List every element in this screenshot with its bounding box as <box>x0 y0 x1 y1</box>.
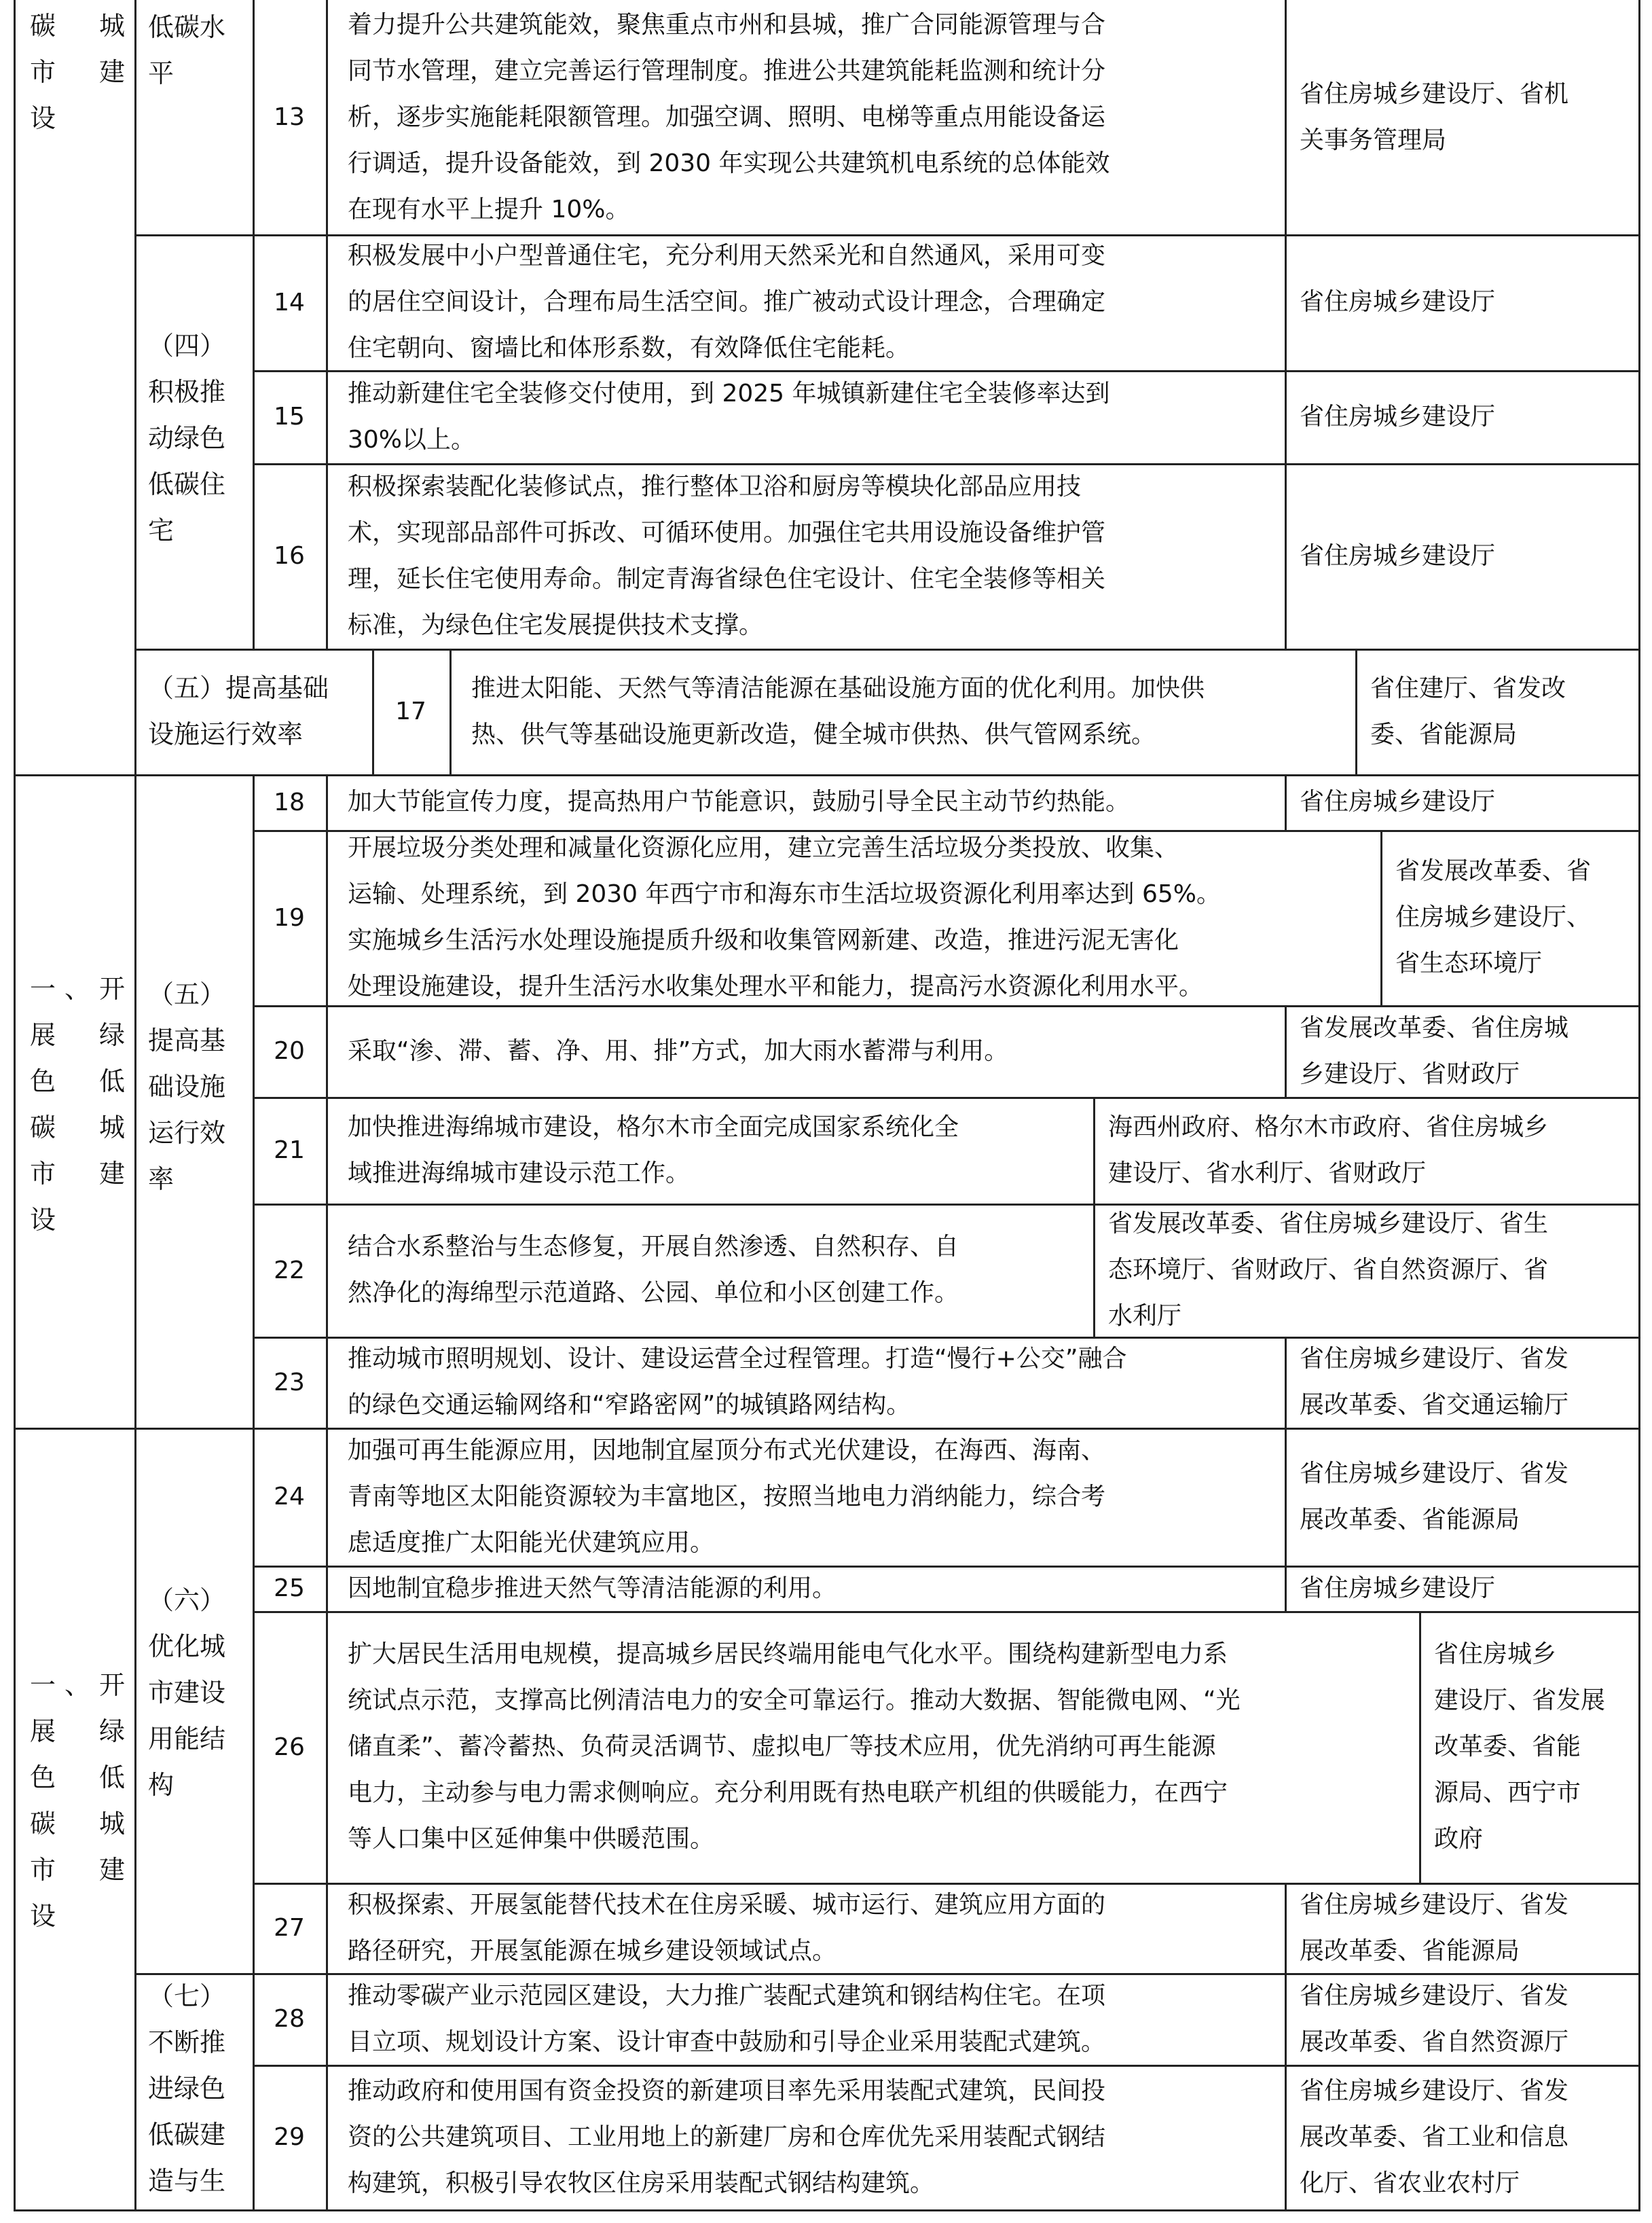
task-description <box>326 1005 1285 1097</box>
task-description <box>326 1428 1285 1566</box>
department-text <box>1285 279 1638 325</box>
department-text <box>1285 533 1638 579</box>
row-number: 28 <box>274 2005 305 2033</box>
subcategory-line: 构 <box>148 1770 175 1800</box>
task-description <box>449 649 1355 774</box>
subcategory-line: 低碳水 <box>148 12 226 42</box>
category-line: 展绿 <box>30 1716 125 1746</box>
department-line: 省住房城乡建设厅 <box>1300 788 1496 816</box>
department-text <box>1285 1973 1638 2065</box>
task-text-line: 术，实现部品部件可拆改、可循环使用。加强住宅共用设施设备维护管 <box>348 518 1106 547</box>
row-number: 24 <box>274 1483 305 1511</box>
department-text <box>1285 1451 1638 1543</box>
task-text-line: 热、供气等基础设施更新改造，健全城市供热、供气管网系统。 <box>471 720 1156 748</box>
task-text-line: 统试点示范，支撑高比例清洁电力的安全可靠运行。推动大数据、智能微电网、“光 <box>348 1686 1241 1714</box>
task-text <box>326 1566 1285 1612</box>
responsible-department <box>1285 234 1638 370</box>
subcategory-line: （六） <box>148 1585 226 1615</box>
responsible-department <box>1419 1611 1638 1883</box>
department-line: 省住房城乡建设厅、省机 <box>1300 79 1569 108</box>
category-low-carbon-city <box>14 0 134 774</box>
table-rule-vertical <box>326 774 328 2209</box>
department-line: 省住房城乡建设厅、省发 <box>1300 1345 1569 1373</box>
task-description <box>326 0 1285 234</box>
department-line: 省住房城乡建设厅、省发 <box>1300 2076 1569 2105</box>
row-number: 21 <box>274 1136 305 1164</box>
table-rule-vertical <box>1285 463 1287 649</box>
department-text <box>1285 1882 1638 1974</box>
department-text <box>1285 779 1638 825</box>
responsible-department <box>1285 1005 1638 1097</box>
task-text-line: 实施城乡生活污水处理设施提质升级和收集管网新建、改造，推进污泥无害化 <box>348 926 1179 954</box>
row-number: 13 <box>274 103 305 131</box>
task-text-line: 推动零碳产业示范园区建设，大力推广装配式建筑和钢结构住宅。在项 <box>348 1981 1106 2010</box>
task-text-line: 的居住空间设计，合理布局生活空间。推广被动式设计理念，合理确定 <box>348 288 1106 316</box>
task-text-line: 储直柔”、蓄冷蓄热、负荷灵活调节、虚拟电厂等技术应用，优先消纳可再生能源 <box>348 1733 1216 1760</box>
table-rule-vertical <box>1285 1428 1287 1566</box>
department-line: 省住房城乡建设厅 <box>1300 1574 1496 1602</box>
task-text <box>326 1631 1419 1862</box>
department-line: 水利厅 <box>1108 1302 1182 1330</box>
task-text-line: 处理设施建设，提升生活污水收集处理水平和能力，提高污水资源化利用水平。 <box>348 973 1204 1000</box>
responsible-department <box>1285 2065 1638 2209</box>
responsible-department <box>1093 1204 1638 1337</box>
task-text-line: 等人口集中区延伸集中供暖范围。 <box>348 1825 715 1853</box>
table-rule-horizontal <box>253 1097 1638 1099</box>
table-rule-vertical <box>1285 0 1287 234</box>
category-green-low-carbon-city <box>14 1428 134 2209</box>
subcategory-line: 平 <box>148 58 175 88</box>
category-green-low-carbon-city <box>14 774 134 1428</box>
table-rule-vertical <box>1285 1973 1287 2065</box>
table-rule-horizontal <box>14 774 1638 776</box>
department-text <box>1355 666 1638 758</box>
row-number: 19 <box>274 903 305 932</box>
task-description <box>326 2065 1285 2209</box>
department-line: 建设厅、省发展 <box>1434 1686 1606 1714</box>
table-rule-vertical <box>1380 830 1382 1005</box>
department-line: 展改革委、省自然资源厅 <box>1300 2027 1569 2056</box>
task-text <box>449 666 1355 758</box>
subcategory-line: 低碳建 <box>148 2120 226 2150</box>
task-description <box>326 774 1285 830</box>
department-line: 展改革委、省交通运输厅 <box>1300 1391 1569 1419</box>
department-text <box>1285 2068 1638 2207</box>
task-description <box>326 370 1285 463</box>
task-text-line: 着力提升公共建筑能效，聚焦重点市州和县城，推广合同能源管理与合 <box>348 10 1106 39</box>
department-line: 省生态环境厅 <box>1395 950 1543 977</box>
task-text-line: 推动政府和使用国有资金投资的新建项目率先采用装配式建筑，民间投 <box>348 2076 1106 2105</box>
task-text <box>326 2068 1285 2207</box>
category-line: 设 <box>30 1205 56 1235</box>
subcategory-line: （七） <box>148 1981 226 2011</box>
subcategory-energy-structure <box>134 1428 253 1973</box>
task-text-line: 青南等地区太阳能资源较为丰富地区，按照当地电力消纳能力，综合考 <box>348 1482 1106 1511</box>
task-text-line: 推动新建住宅全装修交付使用，到 2025 年城镇新建住宅全装修率达到 <box>348 379 1110 408</box>
department-text <box>1285 1336 1638 1428</box>
table-rule-vertical <box>253 774 255 2209</box>
task-description <box>326 1204 1093 1337</box>
department-text <box>1093 1201 1638 1339</box>
task-text <box>326 1104 1093 1197</box>
category-line: 碳城 <box>30 11 125 41</box>
task-text-line: 结合水系整治与生态修复，开展自然渗透、自然积存、自 <box>348 1233 959 1261</box>
table-rule-vertical <box>1355 649 1357 774</box>
department-line: 态环境厅、省财政厅、省自然资源厅、省 <box>1108 1256 1549 1284</box>
table-rule-vertical <box>1285 1883 1287 1973</box>
task-text-line: 行调适，提升设备能效，到 2030 年实现公共建筑机电系统的总体能效 <box>348 149 1110 177</box>
table-rule-horizontal <box>14 2209 1640 2211</box>
table-rule-vertical <box>1285 234 1287 370</box>
responsible-department <box>1285 774 1638 830</box>
department-line: 乡建设厅、省财政厅 <box>1300 1060 1520 1088</box>
task-text-line: 资的公共建筑项目、工业用地上的新建厂房和仓库优先采用装配式钢结 <box>348 2122 1106 2151</box>
task-text <box>326 1224 1093 1316</box>
task-text-line: 积极探索装配化装修试点，推行整体卫浴和厨房等模块化部品应用技 <box>348 472 1082 501</box>
department-line: 省住房城乡建设厅、省发 <box>1300 1459 1569 1487</box>
task-description <box>326 830 1380 1005</box>
category-line: 设 <box>30 103 56 133</box>
responsible-department <box>1285 1973 1638 2065</box>
table-rule-horizontal <box>14 1428 1638 1430</box>
department-line: 改革委、省能 <box>1434 1733 1581 1760</box>
category-line: 展绿 <box>30 1020 125 1050</box>
table-rule-vertical <box>1093 1204 1095 1337</box>
department-line: 展改革委、省工业和信息 <box>1300 2122 1569 2151</box>
table-rule-vertical <box>1285 1337 1287 1428</box>
row-number: 22 <box>274 1256 305 1284</box>
table-rule-horizontal <box>253 830 1638 832</box>
task-text-line: 住宅朝向、窗墙比和体形系数，有效降低住宅能耗。 <box>348 334 911 362</box>
department-line: 省住建厅、省发改 <box>1370 674 1566 702</box>
task-text <box>326 1336 1285 1428</box>
task-text-line: 析，逐步实施能耗限额管理。加强空调、照明、电梯等重点用能设备运 <box>348 103 1106 131</box>
subcategory-line: 动绿色 <box>148 423 226 453</box>
row-number: 23 <box>274 1368 305 1396</box>
task-text <box>326 464 1285 649</box>
subcategory-line: 用能结 <box>148 1724 226 1754</box>
table-rule-vertical <box>372 649 374 774</box>
table-rule-vertical <box>1285 370 1287 463</box>
table-rule-vertical <box>1285 774 1287 830</box>
table-rule-vertical <box>1638 0 1640 2209</box>
row-number: 18 <box>274 788 305 816</box>
table-rule-vertical <box>1285 1005 1287 1097</box>
subcategory-line: 造与生 <box>148 2166 226 2196</box>
task-text <box>326 1028 1285 1074</box>
task-text-line: 电力，主动参与电力需求侧响应。充分利用既有热电联产机组的供暖能力，在西宁 <box>348 1779 1228 1807</box>
subcategory-line: 市建设 <box>148 1678 226 1707</box>
department-text <box>1285 71 1638 164</box>
department-text <box>1093 1104 1638 1197</box>
table-rule-horizontal <box>253 1611 1638 1613</box>
department-line: 委、省能源局 <box>1370 720 1518 748</box>
task-description <box>326 1883 1285 1973</box>
table-rule-horizontal <box>134 1973 253 1975</box>
table-rule-horizontal <box>253 234 1638 236</box>
task-description <box>326 234 1285 370</box>
table-rule-vertical <box>1419 1611 1421 1883</box>
category-line: 碳城 <box>30 1113 125 1142</box>
task-text <box>326 1973 1285 2065</box>
table-rule-horizontal <box>253 1883 1638 1885</box>
row-number: 29 <box>274 2123 305 2151</box>
table-rule-vertical <box>1093 1097 1095 1204</box>
responsible-department <box>1285 0 1638 234</box>
task-text-line: 扩大居民生活用电规模，提高城乡居民终端用能电气化水平。围绕构建新型电力系 <box>348 1640 1228 1668</box>
department-text <box>1285 1566 1638 1612</box>
table-rule-vertical <box>1285 1566 1287 1611</box>
table-rule-horizontal <box>253 1005 1638 1007</box>
table-rule-vertical <box>326 0 328 649</box>
responsible-department <box>1355 649 1638 774</box>
subcategory-green-housing <box>134 234 253 649</box>
responsible-department <box>1285 463 1638 649</box>
department-line: 省住房城乡建设厅 <box>1300 288 1496 316</box>
table-rule-horizontal <box>253 1973 1638 1975</box>
responsible-department <box>1285 370 1638 463</box>
department-line: 省住房城乡建设厅、省发 <box>1300 1981 1569 2010</box>
task-text-line: 然净化的海绵型示范道路、公园、单位和小区创建工作。 <box>348 1279 959 1307</box>
task-text-line: 积极发展中小户型普通住宅，充分利用天然采光和自然通风，采用可变 <box>348 242 1106 270</box>
task-text-line: 因地制宜稳步推进天然气等清洁能源的利用。 <box>348 1574 837 1602</box>
subcategory-line: 率 <box>148 1164 175 1194</box>
task-text-line: 采取“渗、滞、蓄、净、用、排”方式，加大雨水蓄滞与利用。 <box>348 1036 1009 1065</box>
department-line: 化厅、省农业农村厅 <box>1300 2169 1520 2197</box>
table-rule-horizontal <box>134 234 253 236</box>
task-text-line: 加快推进海绵城市建设，格尔木市全面完成国家系统化全 <box>348 1113 959 1141</box>
row-number: 15 <box>274 403 305 431</box>
task-text <box>326 825 1380 1010</box>
category-line: 色低 <box>30 1066 125 1096</box>
task-text-line: 标准，为绿色住宅发展提供技术支撑。 <box>348 611 764 639</box>
task-text-line: 加大节能宣传力度，提高热用户节能意识，鼓励引导全民主动节约热能。 <box>348 788 1131 816</box>
department-line: 源局、西宁市 <box>1434 1779 1581 1807</box>
table-rule-horizontal <box>253 1204 1638 1206</box>
task-text-line: 的绿色交通运输网络和“窄路密网”的城镇路网结构。 <box>348 1391 911 1419</box>
subcategory-line: 优化城 <box>148 1631 226 1661</box>
department-text <box>1380 848 1638 987</box>
row-number: 25 <box>274 1574 305 1602</box>
subcategory-line: （五） <box>148 979 226 1009</box>
responsible-department <box>1285 1566 1638 1611</box>
department-text <box>1285 1005 1638 1098</box>
department-line: 省住房城乡建设厅 <box>1300 402 1496 431</box>
department-line: 省发展改革委、省住房城乡建设厅、省生 <box>1108 1210 1549 1237</box>
category-line: 市建 <box>30 1855 125 1885</box>
subcategory-line: （四） <box>148 331 226 361</box>
table-rule-horizontal <box>253 370 1638 372</box>
department-line: 关事务管理局 <box>1300 126 1447 154</box>
row-number: 17 <box>395 698 426 725</box>
table-rule-horizontal <box>253 2065 1638 2067</box>
subcategory-line: 运行效 <box>148 1118 226 1148</box>
table-rule-horizontal <box>253 1566 1638 1568</box>
responsible-department <box>1285 1428 1638 1566</box>
task-description <box>326 1337 1285 1428</box>
task-text-line: 运输、处理系统，到 2030 年西宁市和海东市生活垃圾资源化利用率达到 65%。 <box>348 880 1221 908</box>
department-text <box>1285 394 1638 440</box>
table-rule-vertical <box>253 0 255 649</box>
table-rule-horizontal <box>253 463 1638 465</box>
department-line: 省住房城乡建设厅 <box>1300 541 1496 570</box>
table-rule-vertical <box>449 649 452 774</box>
department-line: 海西州政府、格尔木市政府、省住房城乡 <box>1108 1113 1549 1141</box>
task-text-line: 构建筑，积极引导农牧区住房采用装配式钢结构建筑。 <box>348 2169 935 2197</box>
task-text-line: 同节水管理，建立完善运行管理制度。推进公共建筑能耗监测和统计分 <box>348 56 1106 85</box>
task-text-line: 推动城市照明规划、设计、建设运营全过程管理。打造“慢行+公交”融合 <box>348 1345 1127 1373</box>
subcategory-line: 不断推 <box>148 2027 226 2057</box>
department-line: 政府 <box>1434 1825 1484 1853</box>
department-line: 省发展改革委、省住房城 <box>1300 1013 1569 1042</box>
responsible-department <box>1285 1337 1638 1428</box>
task-text-line: 虑适度推广太阳能光伏建筑应用。 <box>348 1528 715 1557</box>
task-text-line: 目立项、规划设计方案、设计审查中鼓励和引导企业采用装配式建筑。 <box>348 2027 1106 2056</box>
task-text-line: 路径研究，开展氢能源在城乡建设领域试点。 <box>348 1936 837 1965</box>
subcategory-line: （五）提高基础 <box>148 673 329 703</box>
row-number: 26 <box>274 1733 305 1761</box>
task-text <box>326 371 1285 463</box>
category-line: 一、开 <box>30 974 125 1004</box>
task-text-line: 在现有水平上提升 10%。 <box>348 195 630 223</box>
task-text <box>326 1428 1285 1566</box>
subcategory-line: 提高基 <box>148 1026 226 1055</box>
category-line: 设 <box>30 1901 56 1931</box>
task-text-line: 域推进海绵城市建设示范工作。 <box>348 1159 691 1187</box>
subcategory-infrastructure-efficiency <box>134 774 253 1428</box>
row-number: 14 <box>274 288 305 317</box>
table-rule-horizontal <box>253 1337 1638 1339</box>
task-description <box>326 1611 1419 1883</box>
department-line: 住房城乡建设厅、 <box>1395 903 1592 931</box>
task-description <box>326 1097 1093 1204</box>
department-line: 省发展改革委、省 <box>1395 857 1592 885</box>
task-text-line: 理，延长住宅使用寿命。制定青海省绿色住宅设计、住宅全装修等相关 <box>348 564 1106 593</box>
department-line: 省住房城乡 <box>1434 1640 1557 1668</box>
row-number: 20 <box>274 1037 305 1065</box>
subcategory-line: 设施运行效率 <box>148 719 304 749</box>
table-rule-vertical <box>1285 2065 1287 2209</box>
category-line: 市建 <box>30 57 125 87</box>
task-description <box>326 463 1285 649</box>
row-number: 16 <box>274 542 305 570</box>
subcategory-line: 低碳住 <box>148 469 226 499</box>
responsible-department <box>1285 1883 1638 1973</box>
category-line: 一、开 <box>30 1670 125 1700</box>
category-line: 碳城 <box>30 1809 125 1839</box>
responsible-department <box>1380 830 1638 1005</box>
task-text <box>326 1882 1285 1974</box>
row-number: 27 <box>274 1914 305 1942</box>
subcategory-line: 宅 <box>148 516 175 545</box>
department-line: 展改革委、省能源局 <box>1300 1936 1520 1965</box>
task-description <box>326 1973 1285 2065</box>
task-text-line: 加强可再生能源应用，因地制宜屋顶分布式光伏建设，在海西、海南、 <box>348 1436 1106 1464</box>
table-rule-vertical <box>134 0 136 2209</box>
task-text-line: 推进太阳能、天然气等清洁能源在基础设施方面的优化利用。加快供 <box>471 674 1205 702</box>
subcategory-infrastructure-efficiency <box>134 649 372 774</box>
subcategory-line: 础设施 <box>148 1072 226 1102</box>
task-text-line: 30%以上。 <box>348 425 476 454</box>
task-text-line: 积极探索、开展氢能替代技术在住房采暖、城市运行、建筑应用方面的 <box>348 1890 1106 1919</box>
task-text <box>326 2 1285 233</box>
subcategory-green-construction <box>134 1973 253 2209</box>
subcategory-low-carbon-level <box>134 0 253 234</box>
task-text <box>326 233 1285 372</box>
subcategory-line: 积极推 <box>148 377 226 407</box>
responsible-department <box>1093 1097 1638 1204</box>
department-line: 展改革委、省能源局 <box>1300 1505 1520 1534</box>
department-text <box>1419 1631 1638 1862</box>
table-rule-horizontal <box>134 649 1638 651</box>
task-text <box>326 779 1285 825</box>
category-line: 市建 <box>30 1159 125 1189</box>
task-description <box>326 1566 1285 1611</box>
department-line: 省住房城乡建设厅、省发 <box>1300 1890 1569 1919</box>
table-rule-vertical <box>14 0 16 2209</box>
category-line: 色低 <box>30 1763 125 1792</box>
task-text-line: 开展垃圾分类处理和减量化资源化应用，建立完善生活垃圾分类投放、收集、 <box>348 834 1179 862</box>
subcategory-line: 进绿色 <box>148 2074 226 2103</box>
department-line: 建设厅、省水利厅、省财政厅 <box>1108 1159 1427 1187</box>
